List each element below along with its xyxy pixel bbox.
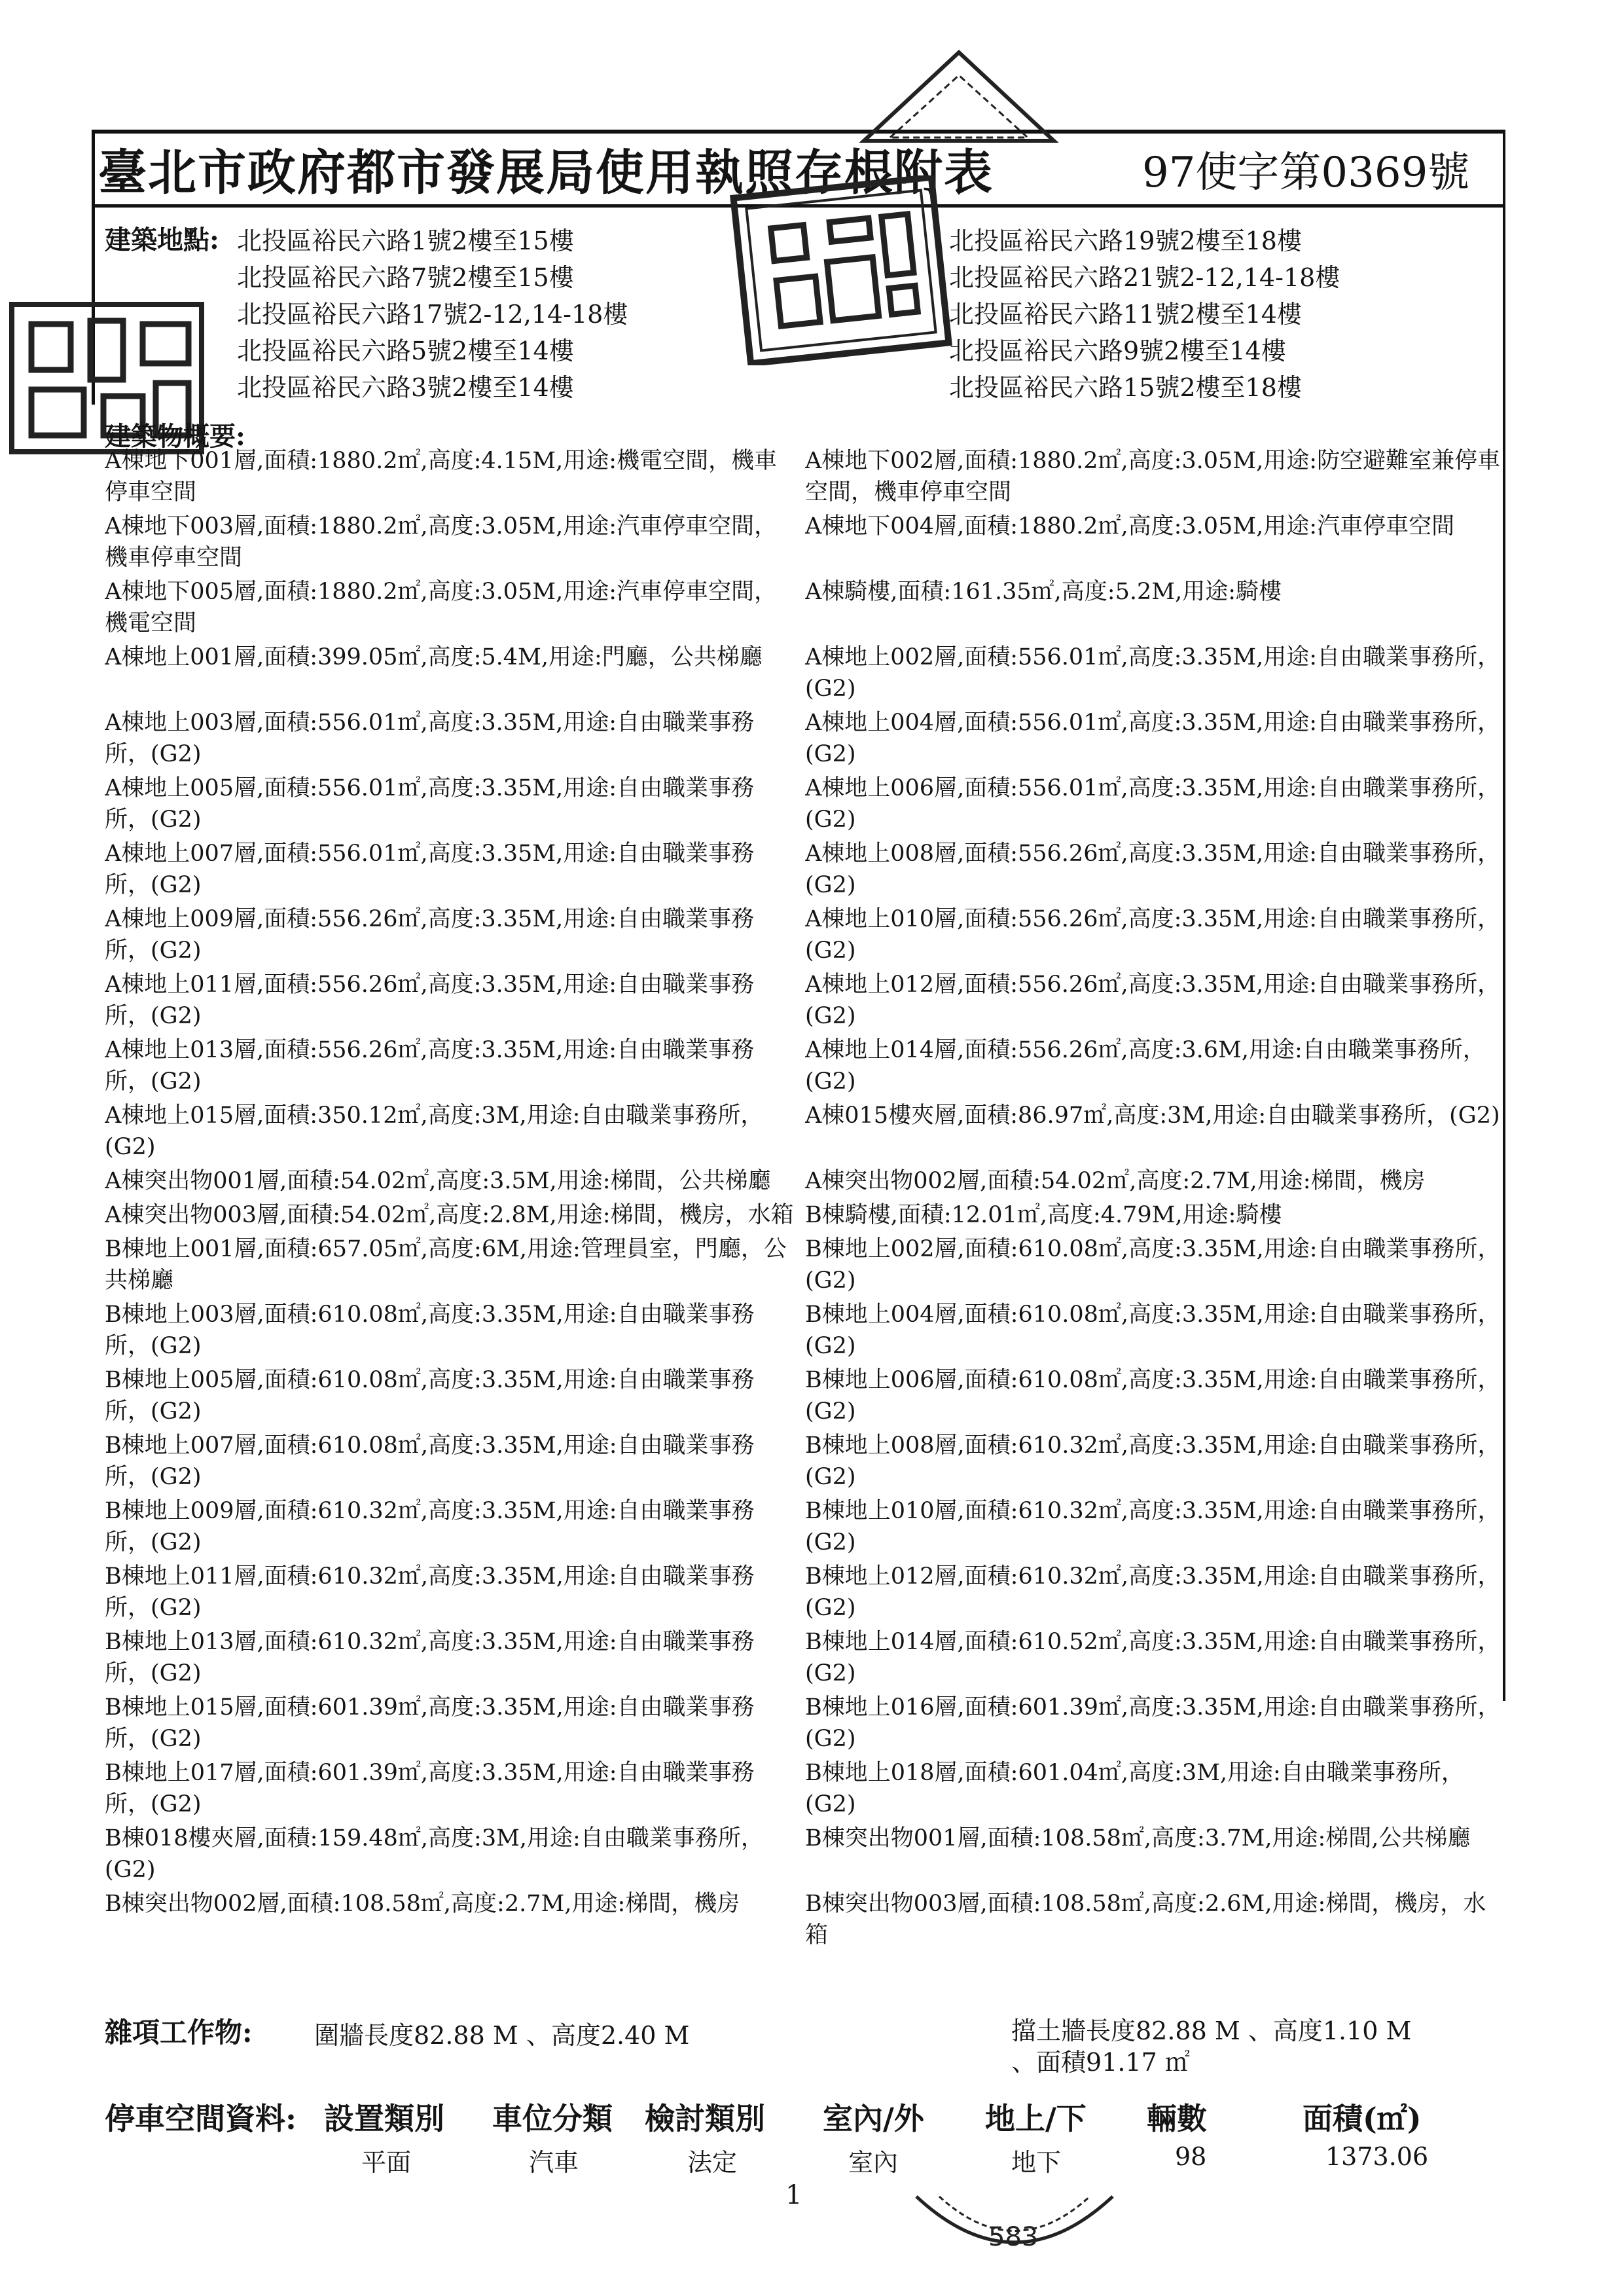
floor-row [105,1364,1512,1427]
site-address-left-5: 北投區裕民六路3號2樓至14樓 [237,373,574,402]
parking-value-indoor-outdoor: 室內 [848,2148,899,2177]
floor-entry-right: B棟騎樓,面積:12.01㎡,高度:4.79M,用途:騎樓 [805,1202,1282,1228]
page-number: 1 [785,2180,802,2210]
floor-row [105,1299,1512,1362]
floor-row [105,838,1512,901]
floor-row [105,1165,1512,1197]
floor-row [105,642,1512,704]
floor-entry-right: A棟突出物002層,面積:54.02㎡,高度:2.7M,用途:梯間，機房 [805,1168,1426,1194]
floor-entry-right: B棟地上004層,面積:610.08㎡,高度:3.35M,用途:自由職業事務所，(G2) [805,1302,1501,1359]
building-floor-list [105,445,1512,1954]
site-address-left-2: 北投區裕民六路7號2樓至15樓 [237,263,574,292]
permit-number: 97使字第0369號 [1142,149,1470,197]
floor-entry-left: A棟地上007層,面積:556.01㎡,高度:3.35M,用途:自由職業事務所，(G2) [105,841,755,898]
floor-row [105,445,1512,508]
parking-value-area: 1373.06 [1325,2142,1429,2171]
floor-entry-right: A棟地下002層,面積:1880.2㎡,高度:3.05M,用途:防空避難室兼停車空間，機車停車空間 [805,448,1501,505]
floor-entry-left: A棟地上011層,面積:556.26㎡,高度:3.35M,用途:自由職業事務所，(G2) [105,972,755,1029]
floor-entry-right: A棟地上004層,面積:556.01㎡,高度:3.35M,用途:自由職業事務所，(G2) [805,710,1501,767]
retaining-wall-spec-line-1: 擋土牆長度82.88 M 、高度1.10 M [1011,2016,1412,2045]
floor-entry-left: A棟地上013層,面積:556.26㎡,高度:3.35M,用途:自由職業事務所，(G2) [105,1037,755,1095]
floor-row [105,1495,1512,1558]
floor-entry-left: B棟地上015層,面積:601.39㎡,高度:3.35M,用途:自由職業事務所，(G2) [105,1694,755,1752]
floor-entry-right: A棟騎樓,面積:161.35㎡,高度:5.2M,用途:騎樓 [805,579,1282,605]
fence-wall-spec: 圍牆長度82.88 M 、高度2.40 M [314,2021,690,2050]
floor-entry-left: A棟地上015層,面積:350.12㎡,高度:3M,用途:自由職業事務所，(G2) [105,1102,764,1160]
floor-entry-left: A棟地上009層,面積:556.26㎡,高度:3.35M,用途:自由職業事務所，(G2) [105,906,755,964]
floor-entry-left: A棟突出物003層,面積:54.02㎡,高度:2.8M,用途:梯間，機房，水箱 [105,1202,794,1228]
floor-row [105,1888,1512,1951]
site-address-right-1: 北投區裕民六路19號2樓至18樓 [949,227,1302,255]
floor-row [105,1561,1512,1624]
floor-row [105,511,1512,574]
bottom-round-seal-icon [903,2190,1126,2275]
retaining-wall-spec [1011,2015,1411,2078]
floor-entry-left: B棟地上005層,面積:610.08㎡,高度:3.35M,用途:自由職業事務所，(G2) [105,1367,755,1425]
floor-entry-left: A棟地上001層,面積:399.05㎡,高度:5.4M,用途:門廳，公共梯廳 [105,644,763,670]
floor-entry-right: B棟突出物001層,面積:108.58㎡,高度:3.7M,用途:梯間,公共梯廳 [805,1825,1471,1851]
site-address-right-2: 北投區裕民六路21號2-12,14-18樓 [949,263,1340,292]
site-address-label: 建築地點: [105,225,219,255]
parking-data-label: 停車空間資料: [105,2101,297,2136]
floor-entry-right: A棟015樓夾層,面積:86.97㎡,高度:3M,用途:自由職業事務所，(G2) [805,1102,1500,1129]
site-address-right-3: 北投區裕民六路11號2樓至14樓 [949,300,1302,329]
official-square-seal-icon [730,175,952,365]
floor-row [105,1233,1512,1296]
parking-header-space-class: 車位分類 [492,2101,613,2136]
document-title: 臺北市政府都市發展局使用執照存根附表 [98,145,994,201]
floor-entry-right: B棟地上018層,面積:601.04㎡,高度:3M,用途:自由職業事務所，(G2) [805,1760,1464,1817]
floor-entry-left: A棟地下005層,面積:1880.2㎡,高度:3.05M,用途:汽車停車空間，機電空間 [105,579,778,636]
frame-top-rule [92,130,1505,134]
parking-header-above-below: 地上/下 [985,2101,1087,2136]
floor-entry-right: A棟地上006層,面積:556.01㎡,高度:3.35M,用途:自由職業事務所，(G2) [805,775,1501,833]
parking-header-count: 輛數 [1147,2101,1207,2136]
floor-row [105,1430,1512,1493]
seal-number: 583 [988,2222,1039,2252]
parking-value-space-class: 汽車 [529,2148,579,2177]
floor-row [105,1757,1512,1820]
site-address-left-3: 北投區裕民六路17號2-12,14-18樓 [237,300,628,329]
top-corner-seal-icon [851,46,1067,144]
floor-entry-left: B棟地上011層,面積:610.32㎡,高度:3.35M,用途:自由職業事務所，(G2) [105,1563,755,1621]
floor-row [105,1692,1512,1755]
floor-entry-left: A棟地下003層,面積:1880.2㎡,高度:3.05M,用途:汽車停車空間，機車停車空間 [105,513,778,571]
floor-row [105,969,1512,1032]
floor-entry-left: B棟地上017層,面積:601.39㎡,高度:3.35M,用途:自由職業事務所，(G2) [105,1760,755,1817]
parking-value-review-type: 法定 [687,2148,738,2177]
retaining-wall-spec-line-2: 、面積91.17 ㎡ [1011,2048,1190,2077]
site-address-left-1: 北投區裕民六路1號2樓至15樓 [237,227,574,255]
floor-entry-left: B棟地上007層,面積:610.08㎡,高度:3.35M,用途:自由職業事務所，(G2) [105,1432,755,1490]
site-address-left-4: 北投區裕民六路5號2樓至14樓 [237,337,574,365]
floor-entry-left: B棟地上009層,面積:610.32㎡,高度:3.35M,用途:自由職業事務所，(G2) [105,1498,755,1556]
floor-entry-right: A棟地上002層,面積:556.01㎡,高度:3.35M,用途:自由職業事務所，(G2) [805,644,1501,702]
floor-row [105,773,1512,835]
floor-row [105,1626,1512,1689]
misc-works-label: 雜項工作物: [105,2016,253,2049]
floor-entry-right: A棟地上012層,面積:556.26㎡,高度:3.35M,用途:自由職業事務所，(G2) [805,972,1501,1029]
floor-entry-right: B棟地上006層,面積:610.08㎡,高度:3.35M,用途:自由職業事務所，(G2) [805,1367,1501,1425]
floor-entry-right: B棟地上010層,面積:610.32㎡,高度:3.35M,用途:自由職業事務所，(G2) [805,1498,1501,1556]
floor-entry-right: B棟地上002層,面積:610.08㎡,高度:3.35M,用途:自由職業事務所，(G2) [805,1236,1501,1294]
floor-entry-left: A棟突出物001層,面積:54.02㎡,高度:3.5M,用途:梯間，公共梯廳 [105,1168,771,1194]
parking-header-review-type: 檢討類別 [645,2101,765,2136]
parking-header-setup-type: 設置類別 [324,2101,444,2136]
parking-header-area: 面積(㎡) [1303,2101,1422,2136]
floor-entry-right: A棟地上010層,面積:556.26㎡,高度:3.35M,用途:自由職業事務所，(G2) [805,906,1501,964]
floor-row [105,1199,1512,1231]
floor-entry-left: B棟突出物002層,面積:108.58㎡,高度:2.7M,用途:梯間，機房 [105,1891,740,1917]
floor-row [105,576,1512,639]
floor-entry-right: B棟突出物003層,面積:108.58㎡,高度:2.6M,用途:梯間，機房，水箱 [805,1891,1486,1948]
site-address-right-4: 北投區裕民六路9號2樓至14樓 [949,337,1286,365]
parking-value-count: 98 [1175,2142,1207,2171]
floor-entry-right: B棟地上008層,面積:610.32㎡,高度:3.35M,用途:自由職業事務所，(G2) [805,1432,1501,1490]
floor-entry-right: A棟地下004層,面積:1880.2㎡,高度:3.05M,用途:汽車停車空間 [805,513,1455,539]
floor-entry-left: A棟地下001層,面積:1880.2㎡,高度:4.15M,用途:機電空間，機車停車空間 [105,448,778,505]
floor-entry-left: B棟地上013層,面積:610.32㎡,高度:3.35M,用途:自由職業事務所，(G2) [105,1629,755,1686]
floor-row [105,1100,1512,1163]
floor-row [105,1034,1512,1097]
floor-row [105,1823,1512,1886]
floor-row [105,707,1512,770]
floor-row [105,903,1512,966]
parking-header-indoor-outdoor: 室內/外 [823,2101,924,2136]
parking-value-setup-type: 平面 [361,2148,412,2177]
floor-entry-left: B棟地上001層,面積:657.05㎡,高度:6M,用途:管理員室，門廳，公共梯廳 [105,1236,787,1294]
floor-entry-left: A棟地上003層,面積:556.01㎡,高度:3.35M,用途:自由職業事務所，(G2) [105,710,755,767]
floor-entry-left: A棟地上005層,面積:556.01㎡,高度:3.35M,用途:自由職業事務所，(G2) [105,775,755,833]
parking-value-above-below: 地下 [1011,2148,1062,2177]
floor-entry-right: B棟地上016層,面積:601.39㎡,高度:3.35M,用途:自由職業事務所，(G2) [805,1694,1501,1752]
site-address-right-5: 北投區裕民六路15號2樓至18樓 [949,373,1302,402]
floor-entry-right: A棟地上008層,面積:556.26㎡,高度:3.35M,用途:自由職業事務所，(G2) [805,841,1501,898]
floor-entry-right: A棟地上014層,面積:556.26㎡,高度:3.6M,用途:自由職業事務所，(G2) [805,1037,1486,1095]
floor-entry-left: B棟地上003層,面積:610.08㎡,高度:3.35M,用途:自由職業事務所，(G2) [105,1302,755,1359]
building-overview-label: 建築物概要: [105,421,245,452]
floor-entry-right: B棟地上014層,面積:610.52㎡,高度:3.35M,用途:自由職業事務所，(G2) [805,1629,1501,1686]
floor-entry-left: B棟018樓夾層,面積:159.48㎡,高度:3M,用途:自由職業事務所，(G2) [105,1825,764,1883]
floor-entry-right: B棟地上012層,面積:610.32㎡,高度:3.35M,用途:自由職業事務所，(G2) [805,1563,1501,1621]
